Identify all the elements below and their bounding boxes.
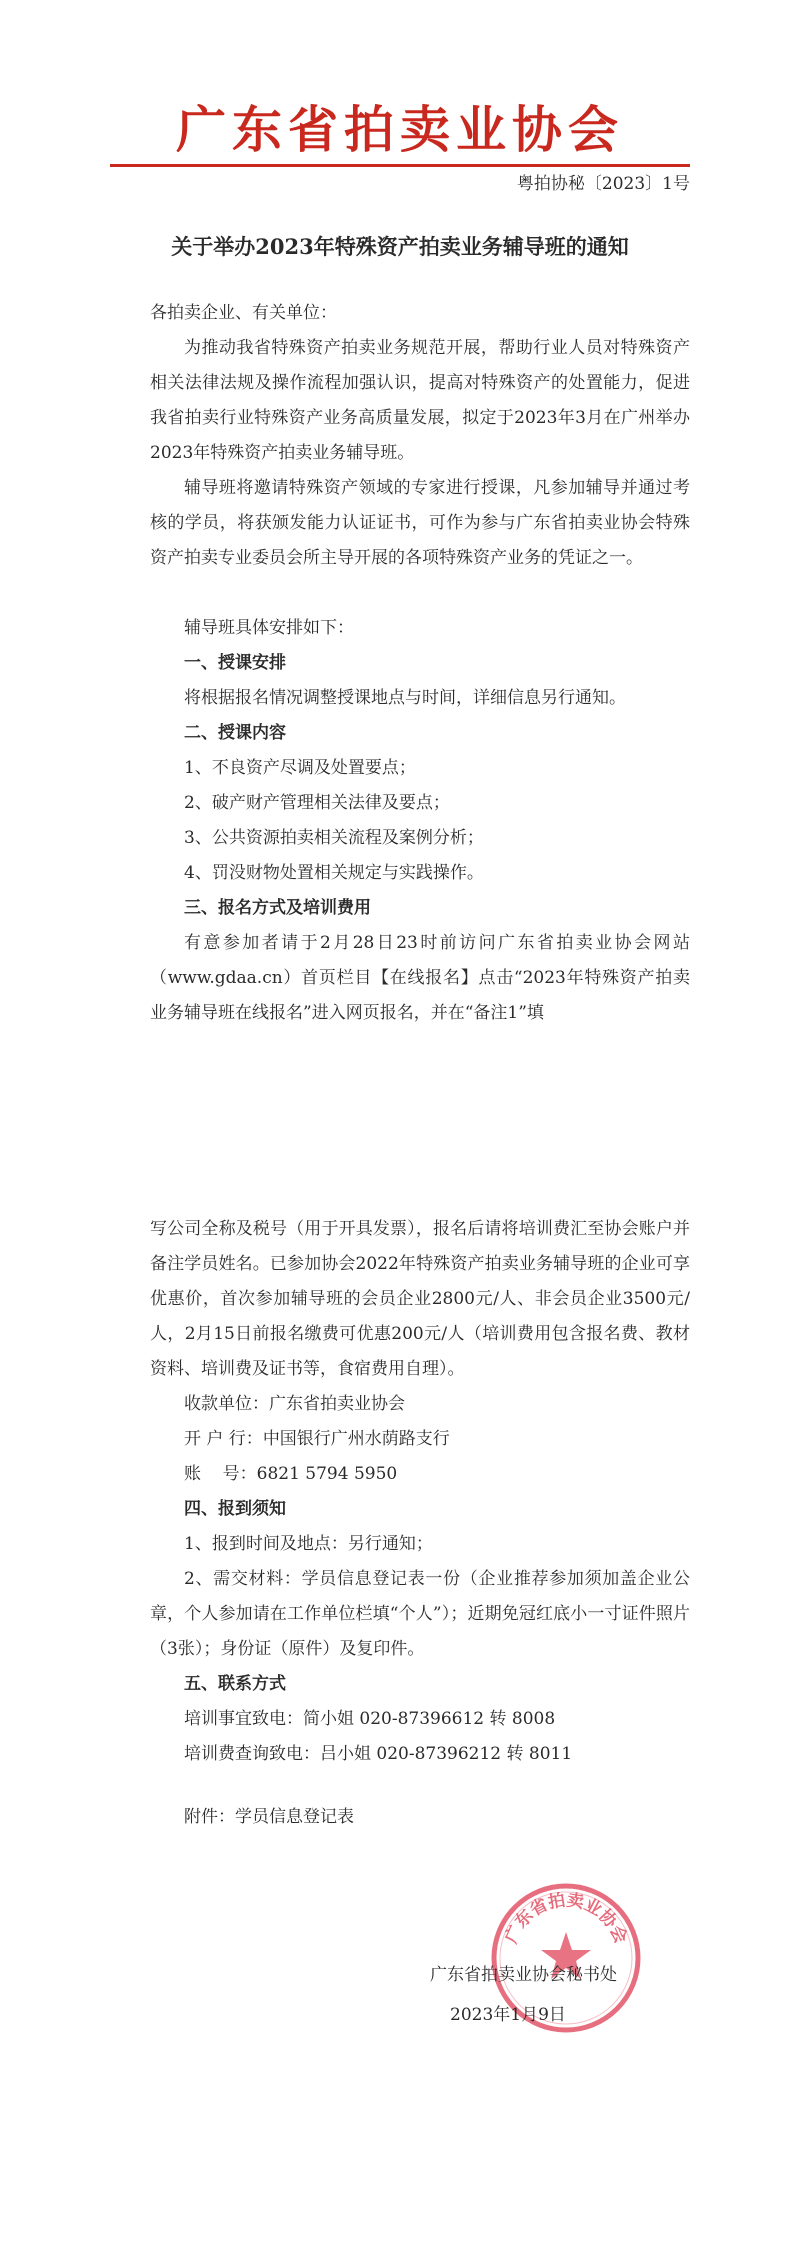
checkin-item-materials: 2、需交材料：学员信息登记表一份（企业推荐参加须加盖企业公章，个人参加请在工作单位栏填“个人”）；近期免冠红底小一寸证件照片（3张）；身份证（原件）及复印件。 xyxy=(150,1569,690,1659)
section-heading-contact: 五、联系方式 xyxy=(184,1674,286,1694)
section-schedule-text: 将根据报名情况调整授课地点与时间，详细信息另行通知。 xyxy=(184,688,626,708)
registration-text-part1: 有意参加者请于2月28日23时前访问广东省拍卖业协会网站（www.gdaa.cn）首页栏目【在线报名】点击“2023年特殊资产拍卖业务辅导班在线报名”进入网页报名，并在“备注1”填 xyxy=(150,933,690,1023)
account-label: 账 号： xyxy=(184,1464,257,1484)
org-letterhead-title: 广东省拍卖业协会 xyxy=(176,100,624,159)
content-item: 1、不良资产尽调及处置要点； xyxy=(184,758,416,778)
account-value: 6821 5794 5950 xyxy=(256,1464,398,1484)
account-row-number xyxy=(150,1457,690,1492)
account-value: 广东省拍卖业协会 xyxy=(269,1394,405,1414)
paragraph-certificate: 辅导班将邀请特殊资产领域的专家进行授课，凡参加辅导并通过考核的学员，将获颁发能力认证证书，可作为参与广东省拍卖业协会特殊资产拍卖专业委员会所主导开展的各项特殊资产业务的凭证之一。 xyxy=(150,478,690,568)
account-label: 开 户 行： xyxy=(184,1429,263,1449)
account-row-bank xyxy=(150,1422,690,1457)
content-item: 3、公共资源拍卖相关流程及案例分析； xyxy=(184,828,484,848)
attachment-note: 附件：学员信息登记表 xyxy=(184,1807,354,1827)
account-row-payee xyxy=(150,1387,690,1422)
section-heading-schedule: 一、授课安排 xyxy=(184,653,286,673)
content-item: 2、破产财产管理相关法律及要点； xyxy=(184,793,450,813)
account-value: 中国银行广州水荫路支行 xyxy=(262,1429,450,1449)
contact-line-training: 培训事宜致电：简小姐 020-87396612 转 8008 xyxy=(184,1709,556,1729)
signature-date: 2023年1月9日 xyxy=(450,2005,566,2025)
letterhead-red-rule xyxy=(110,164,690,167)
notice-title: 关于举办2023年特殊资产拍卖业务辅导班的通知 xyxy=(171,234,629,259)
section-heading-checkin: 四、报到须知 xyxy=(184,1499,286,1519)
paragraph-arrangement: 辅导班具体安排如下： xyxy=(184,618,354,638)
document-number: 粤拍协秘〔2023〕1号 xyxy=(516,174,690,194)
content-item: 4、罚没财物处置相关规定与实践操作。 xyxy=(184,863,484,883)
section-heading-content: 二、授课内容 xyxy=(184,723,286,743)
account-label: 收款单位： xyxy=(184,1394,269,1414)
paragraph-intro: 为推动我省特殊资产拍卖业务规范开展，帮助行业人员对特殊资产相关法律法规及操作流程加强认识，提高对特殊资产的处置能力，促进我省拍卖行业特殊资产业务高质量发展，拟定于2023年3月在广州举办2023年特殊资产拍卖业务辅导班。 xyxy=(150,338,690,463)
section-heading-registration: 三、报名方式及培训费用 xyxy=(184,898,371,918)
contact-line-fees: 培训费查询致电：吕小姐 020-87396212 转 8011 xyxy=(184,1744,573,1764)
signature-organization: 广东省拍卖业协会秘书处 xyxy=(430,1965,617,1985)
salutation: 各拍卖企业、有关单位： xyxy=(150,303,337,323)
checkin-item-time: 1、报到时间及地点：另行通知； xyxy=(184,1534,433,1554)
registration-text-part2: 写公司全称及税号（用于开具发票），报名后请将培训费汇至协会账户并备注学员姓名。已参加协会2022年特殊资产拍卖业务辅导班的企业可享优惠价，首次参加辅导班的会员企业2800元/人、非会员企业3500元/人，2月15日前报名缴费可优惠200元/人（培训费用包含报名费、教材资料、培训费及证书等，食宿费用自理）。 xyxy=(150,1219,690,1379)
seal-text: 广东省拍卖业协会 xyxy=(501,1890,631,1947)
